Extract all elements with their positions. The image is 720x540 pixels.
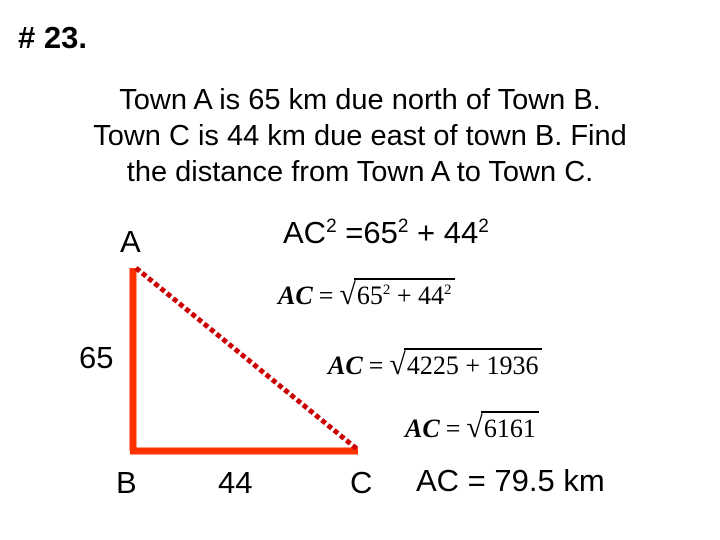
step1-exp-a: 2 [382,282,391,298]
step2-radicand: 4225 + 1936 [404,348,542,381]
square-root: √6161 [466,411,538,445]
step3-lhs: AC [405,414,440,443]
eq-plus: + [408,215,444,250]
pythagorean-equation [283,215,489,251]
step1-lhs: AC [278,281,313,310]
vertex-b-label: B [116,465,137,500]
problem-line-3: the distance from Town A to Town C. [126,156,594,188]
step1-a: 65 [356,281,383,310]
problem-line-2: Town C is 44 km due east of town B. Find [93,120,627,152]
eq-exp-a: 2 [397,216,409,237]
step1-b: 44 [418,281,444,310]
eq-term-a: 65 [363,215,398,250]
formula-step-3 [405,411,539,445]
step2-equals: = [368,351,384,380]
eq-lhs: AC [283,215,327,250]
slide-number: # 23. [18,20,87,55]
eq-sign: = [336,215,364,250]
step3-radicand: 6161 [481,411,539,444]
eq-term-b: 44 [443,215,479,250]
vertex-a-label: A [120,224,141,259]
vertex-c-label: C [350,465,373,500]
square-root: √4225 + 1936 [389,348,541,382]
step2-lhs: AC [328,351,363,380]
step3-equals: = [445,414,461,443]
square-root: $√65^2 + 44^2$ [339,278,454,312]
step1-plus: + [390,281,418,310]
step1-equals: = [318,281,334,310]
eq-exp-lhs: 2 [326,216,337,237]
eq-exp-b: 2 [478,216,489,237]
side-ab-label: 65 [79,340,114,375]
formula-step-1 [278,278,455,312]
problem-line-1: Town A is 65 km due north of Town B. [119,84,601,116]
final-answer: AC = 79.5 km [416,463,605,498]
formula-step-2 [328,348,542,382]
side-bc-label: 44 [218,465,253,500]
step1-exp-b: 2 [444,282,452,298]
